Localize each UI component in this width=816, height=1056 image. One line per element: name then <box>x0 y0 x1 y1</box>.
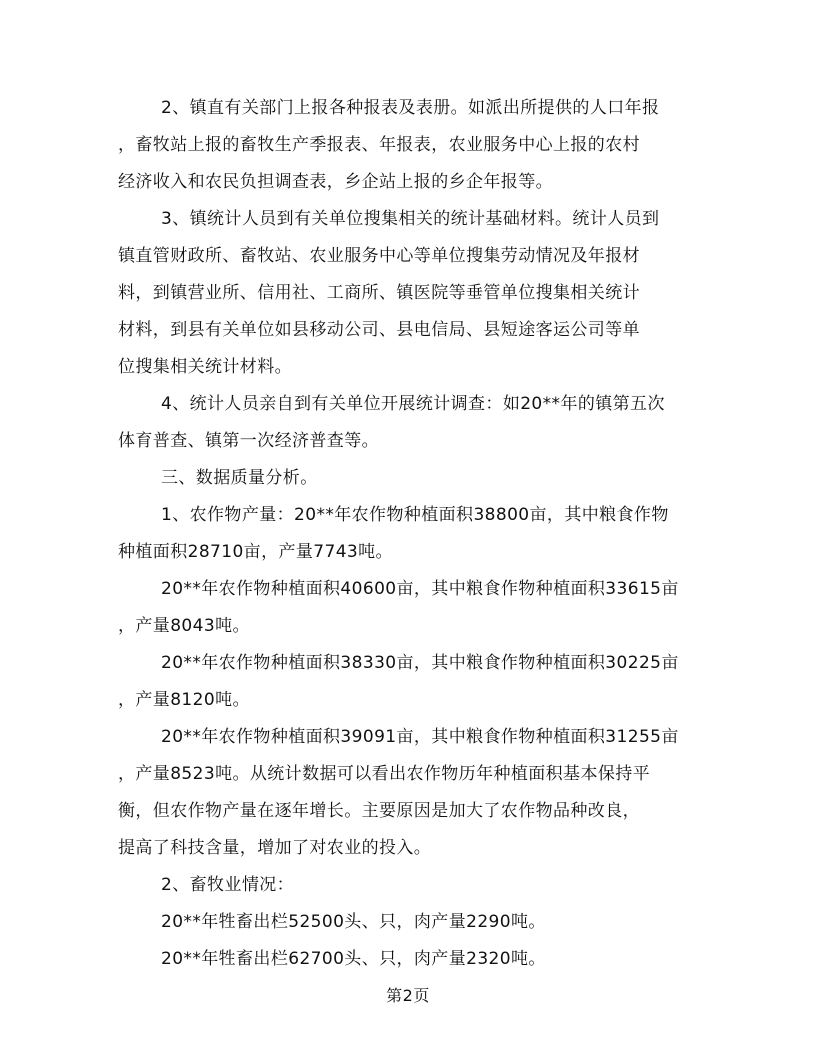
text-line: 3、镇统计人员到有关单位搜集相关的统计基础材料。统计人员到 <box>161 209 660 229</box>
text-line: 镇直管财政所、畜牧站、农业服务中心等单位搜集劳动情况及年报材 <box>118 246 640 266</box>
text-line: ，产量8120吨。 <box>118 690 250 710</box>
text-line: 经济收入和农民负担调查表，乡企站上报的乡企年报等。 <box>118 172 553 192</box>
text-line: 20**年农作物种植面积38330亩，其中粮食作物种植面积30225亩 <box>161 653 679 673</box>
text-line: 20**年牲畜出栏52500头、只，肉产量2290吨。 <box>161 912 546 932</box>
text-line: 体育普查、镇第一次经济普查等。 <box>118 431 379 451</box>
page-number: 第2页 <box>386 986 430 1005</box>
text-line: 20**年农作物种植面积39091亩，其中粮食作物种植面积31255亩 <box>161 727 679 747</box>
text-line: 衡，但农作物产量在逐年增长。主要原因是加大了农作物品种改良， <box>118 801 640 821</box>
text-line: ，产量8043吨。 <box>118 616 250 636</box>
text-line: ，畜牧站上报的畜牧生产季报表、年报表，农业服务中心上报的农村 <box>118 135 640 155</box>
text-line: 20**年牲畜出栏62700头、只，肉产量2320吨。 <box>161 949 546 969</box>
text-line: 2、镇直有关部门上报各种报表及表册。如派出所提供的人口年报 <box>161 98 660 118</box>
text-line: 2、畜牧业情况： <box>161 875 295 895</box>
text-line: 料，到镇营业所、信用社、工商所、镇医院等垂管单位搜集相关统计 <box>118 283 640 303</box>
text-line: 材料，到县有关单位如县移动公司、县电信局、县短途客运公司等单 <box>118 320 640 340</box>
text-line: 20**年农作物种植面积40600亩，其中粮食作物种植面积33615亩 <box>161 579 679 599</box>
text-line: 位搜集相关统计材料。 <box>118 357 292 377</box>
text-line: 种植面积28710亩，产量7743吨。 <box>118 542 393 562</box>
text-line: ，产量8523吨。从统计数据可以看出农作物历年种植面积基本保持平 <box>118 764 651 784</box>
text-line: 提高了科技含量，增加了对农业的投入。 <box>118 838 432 858</box>
section-heading: 三、数据质量分析。 <box>161 468 318 488</box>
text-line: 4、统计人员亲自到有关单位开展统计调查：如20**年的镇第五次 <box>161 394 665 414</box>
text-line: 1、农作物产量：20**年农作物种植面积38800亩，其中粮食作物 <box>161 505 669 525</box>
